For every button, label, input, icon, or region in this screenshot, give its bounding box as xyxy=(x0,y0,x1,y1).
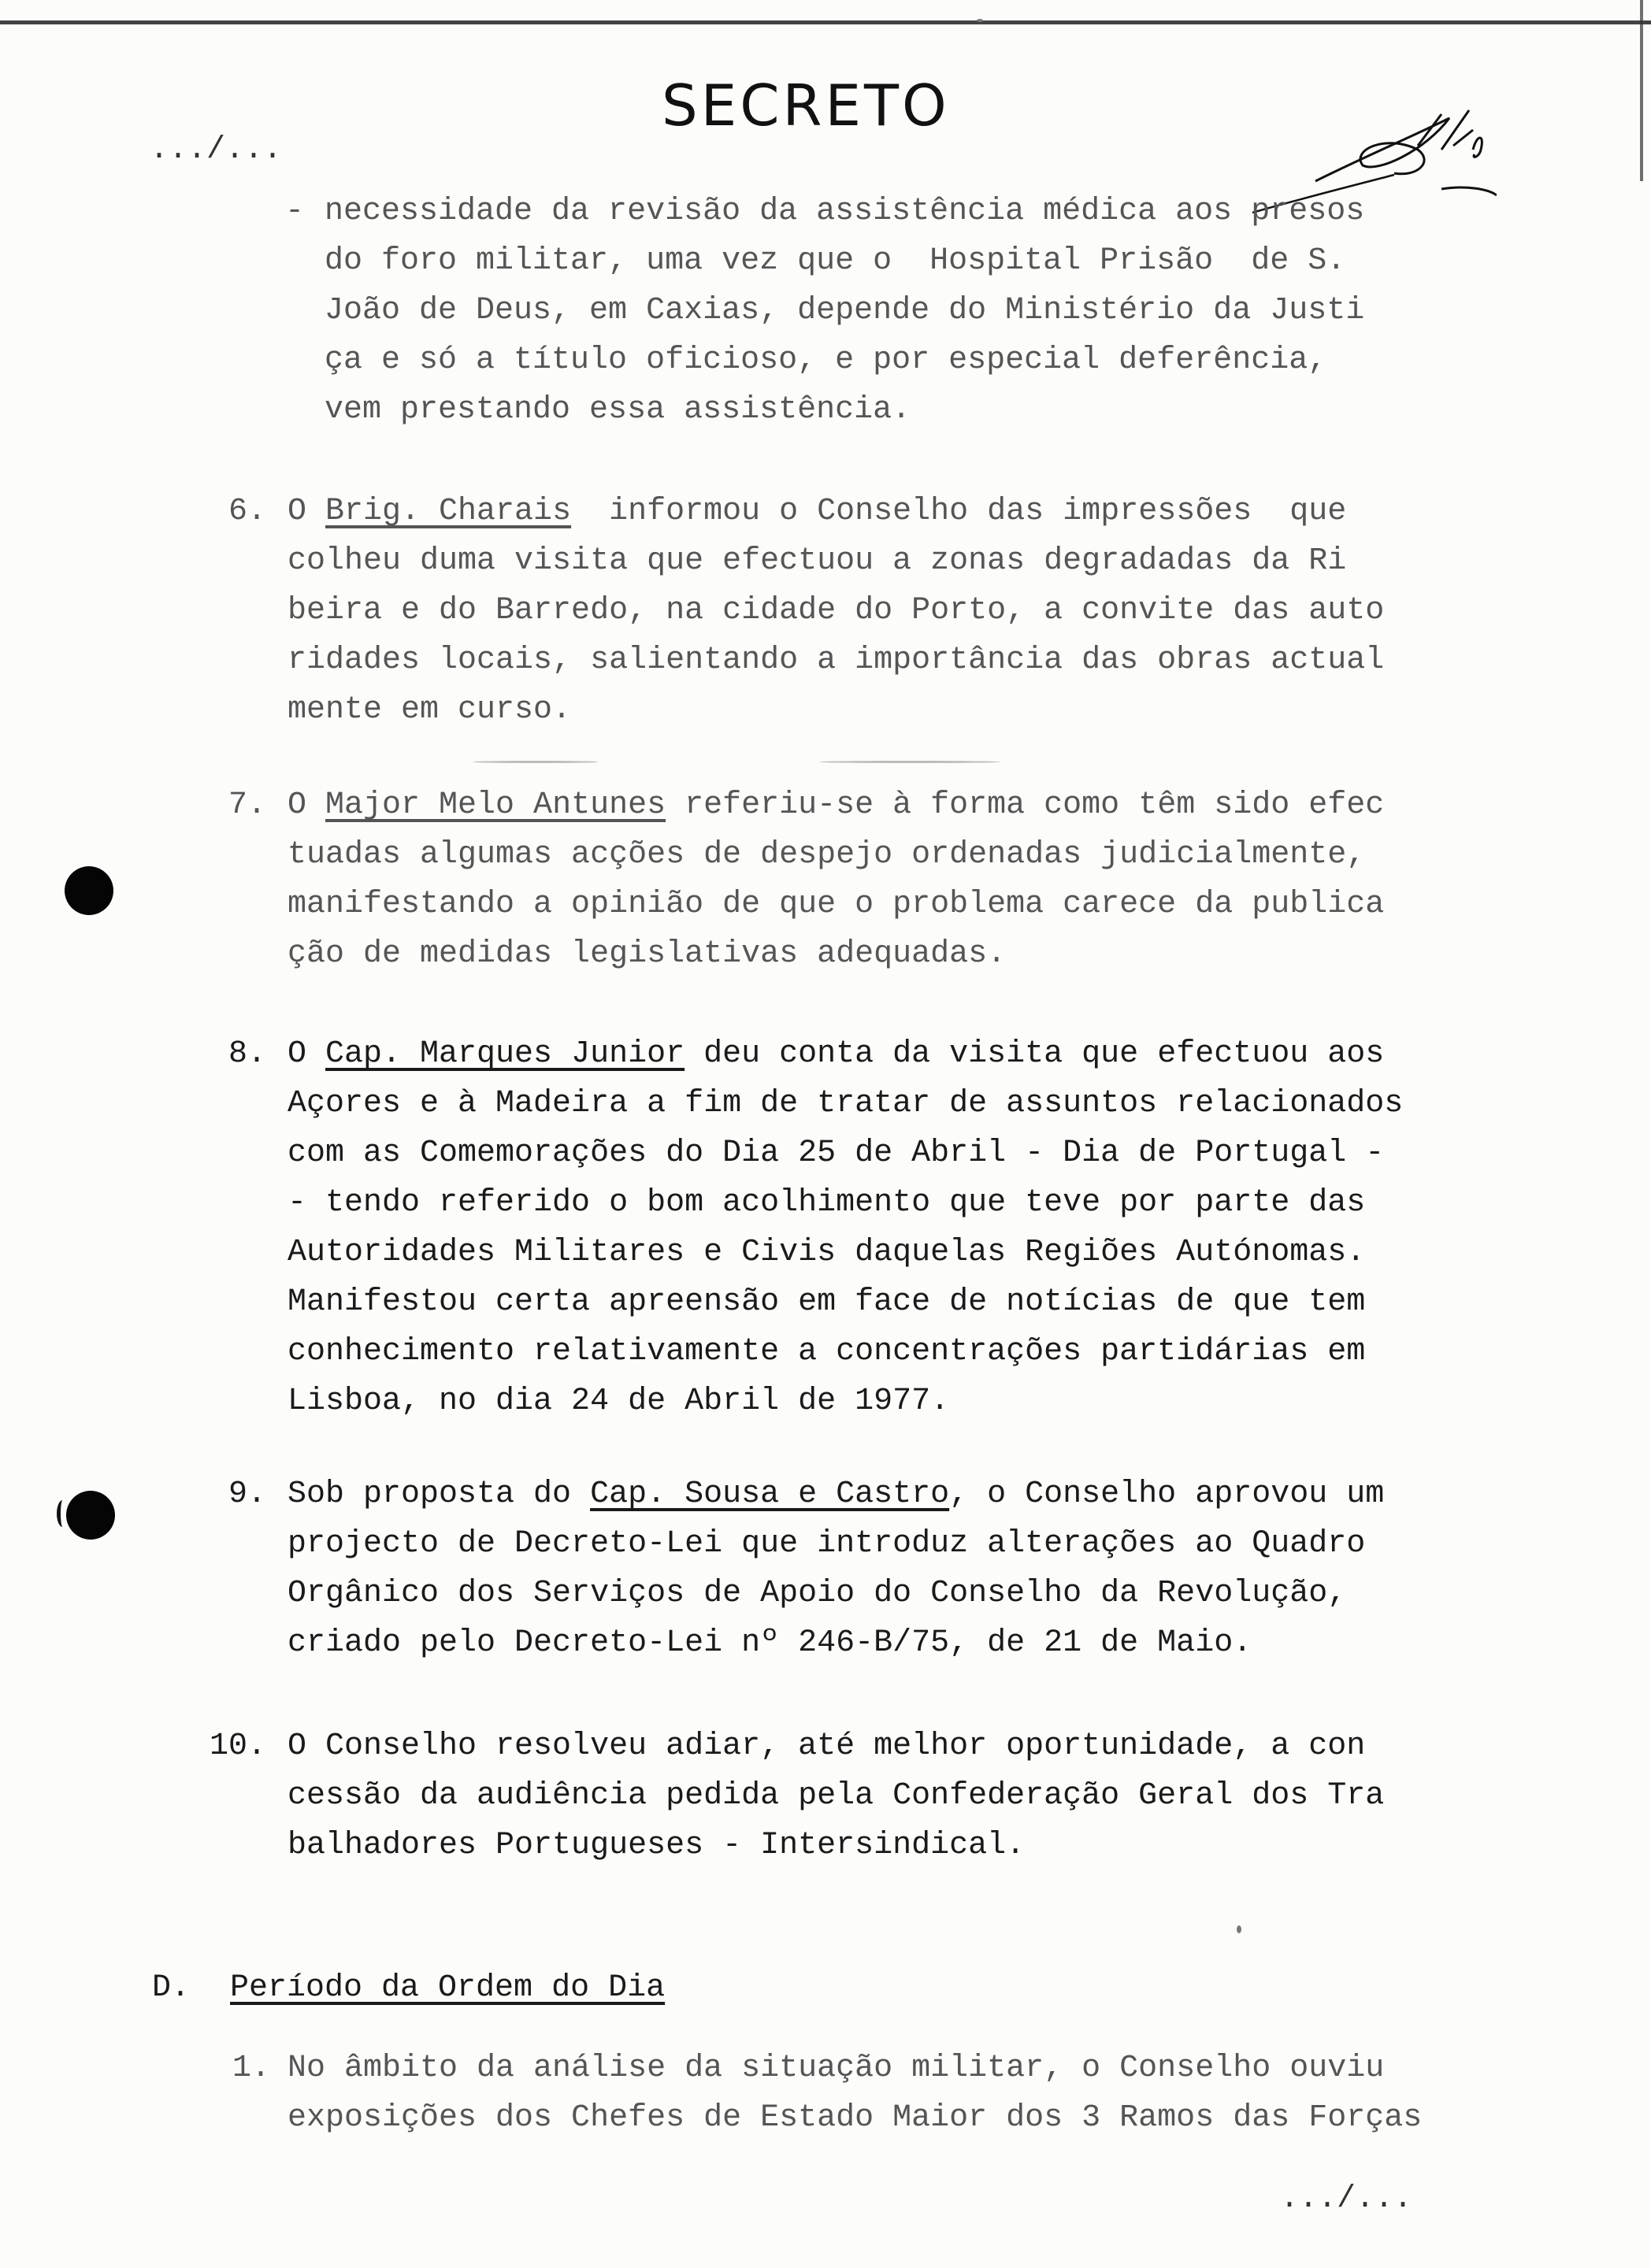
paragraph-line: Autoridades Militares e Civis daquelas Regiões Autónomas. xyxy=(288,1235,1366,1270)
paragraph-line: projecto de Decreto-Lei que introduz alterações ao Quadro xyxy=(288,1526,1366,1562)
continuation-mark-bottom: .../... xyxy=(1280,2181,1413,2217)
text-run: referiu-se à forma como têm sido efec xyxy=(666,788,1385,823)
paragraph-line: No âmbito da análise da situação militar, o Conselho ouviu xyxy=(288,2051,1385,2086)
item-number: 8. xyxy=(228,1036,267,1072)
bullet-paragraph xyxy=(325,194,1364,442)
text-run: informou o Conselho das impressões que xyxy=(571,494,1347,529)
scan-speck xyxy=(1237,1925,1241,1933)
paragraph-line xyxy=(288,1477,1384,1526)
item-6-paragraph xyxy=(288,494,1384,742)
paragraph-line: conhecimento relativamente a concentrações partidárias em xyxy=(288,1334,1366,1369)
item-10-paragraph xyxy=(288,1729,1384,1877)
paragraph-line: tuadas algumas acções de despejo ordenadas judicialmente, xyxy=(288,837,1366,873)
classification-heading: SECRETO xyxy=(662,72,950,139)
paragraph-line xyxy=(288,788,1384,837)
text-run: O xyxy=(288,494,326,529)
scan-speck xyxy=(977,19,983,22)
paragraph-line: João de Deus, em Caxias, depende do Ministério da Justi xyxy=(325,293,1365,328)
item-number: 10. xyxy=(210,1729,267,1764)
paragraph-line: manifestando a opinião de que o problema carece da publica xyxy=(288,887,1385,922)
text-run: Sob proposta do xyxy=(288,1477,591,1512)
member-name: Major Melo Antunes xyxy=(325,788,666,823)
paragraph-line: do foro militar, uma vez que o Hospital Prisão de S. xyxy=(325,243,1346,279)
item-7-paragraph xyxy=(288,788,1384,986)
top-edge-rule xyxy=(0,20,1651,24)
bullet-marker: - xyxy=(285,194,305,229)
text-run: , o Conselho aprovou um xyxy=(949,1477,1385,1512)
paragraph-line: com as Comemorações do Dia 25 de Abril - Dia de Portugal - xyxy=(288,1136,1385,1171)
paragraph-line: colheu duma visita que efectuou a zonas degradadas da Ri xyxy=(288,543,1347,579)
scan-speck xyxy=(473,761,599,763)
paragraph-line: balhadores Portugueses - Intersindical. xyxy=(288,1828,1026,1863)
scan-speck xyxy=(819,761,1000,763)
section-letter: D. xyxy=(152,1970,191,2006)
paragraph-line: Açores e à Madeira a fim de tratar de assuntos relacionados xyxy=(288,1086,1404,1121)
paragraph-line: necessidade da revisão da assistência médica aos presos xyxy=(325,194,1365,229)
paragraph-line xyxy=(288,1036,1403,1086)
paragraph-line: Lisboa, no dia 24 de Abril de 1977. xyxy=(288,1384,950,1419)
paragraph-line: Orgânico dos Serviços de Apoio do Conselho da Revolução, xyxy=(288,1576,1347,1611)
item-number: 7. xyxy=(228,788,267,823)
item-number: 6. xyxy=(228,494,267,529)
text-run: O xyxy=(288,1036,326,1072)
punch-hole xyxy=(65,866,113,915)
section-title: Período da Ordem do Dia xyxy=(230,1970,666,2006)
right-edge-rule xyxy=(1640,0,1643,181)
paragraph-line: criado pelo Decreto-Lei nº 246-B/75, de 21 de Maio. xyxy=(288,1625,1252,1661)
paragraph-line: beira e do Barredo, na cidade do Porto, a convite das auto xyxy=(288,593,1385,628)
member-name: Cap. Sousa e Castro xyxy=(590,1477,950,1512)
item-9-paragraph xyxy=(288,1477,1384,1675)
item-8-paragraph xyxy=(288,1036,1403,1433)
text-run: deu conta da visita que efectuou aos xyxy=(685,1036,1385,1072)
paragraph-line: O Conselho resolveu adiar, até melhor oportunidade, a con xyxy=(288,1729,1366,1764)
paragraph-line: ção de medidas legislativas adequadas. xyxy=(288,936,1007,972)
text-run: O xyxy=(288,788,326,823)
paragraph-line: - tendo referido o bom acolhimento que teve por parte das xyxy=(288,1185,1366,1221)
member-name: Brig. Charais xyxy=(325,494,572,529)
paragraph-line: ça e só a título oficioso, e por especial deferência, xyxy=(325,343,1327,378)
punch-hole-edge xyxy=(57,1500,69,1527)
punch-hole xyxy=(66,1491,115,1540)
continuation-mark-top: .../... xyxy=(150,132,283,168)
paragraph-line: cessão da audiência pedida pela Confederação Geral dos Tra xyxy=(288,1778,1385,1814)
item-number: 9. xyxy=(228,1477,267,1512)
member-name: Cap. Marques Junior xyxy=(325,1036,685,1072)
paragraph-line: exposições dos Chefes de Estado Maior dos 3 Ramos das Forças xyxy=(288,2100,1423,2136)
paragraph-line xyxy=(288,494,1384,543)
paragraph-line: Manifestou certa apreensão em face de notícias de que tem xyxy=(288,1284,1366,1320)
paragraph-line: mente em curso. xyxy=(288,692,572,728)
item-number: 1. xyxy=(232,2051,271,2086)
paragraph-line: ridades locais, salientando a importância das obras actual xyxy=(288,643,1385,678)
agenda-item-paragraph xyxy=(288,2051,1422,2150)
paragraph-line: vem prestando essa assistência. xyxy=(325,392,911,428)
